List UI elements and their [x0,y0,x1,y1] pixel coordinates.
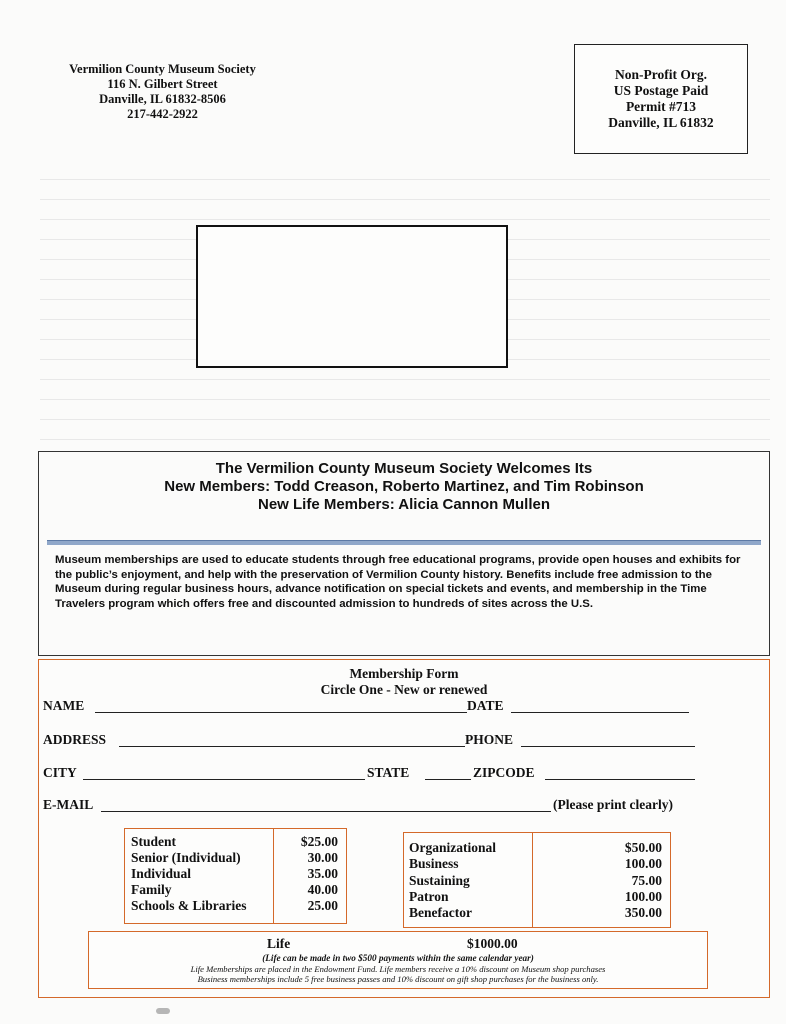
rate-organizational-price: $50.00 [624,840,662,855]
postage-line-4: Danville, IL 61832 [608,115,714,130]
postage-indicia [574,44,748,154]
rates-right-box [403,832,671,928]
rates-right-divider [532,833,533,927]
city-label: CITY [43,765,77,780]
rate-family-price: 40.00 [307,882,338,897]
rate-student-price: $25.00 [300,834,338,849]
print-clearly-note: (Please print clearly) [553,797,673,812]
return-address-city: Danville, IL 61832-8506 [99,92,226,106]
rate-family-label[interactable]: Family [131,882,172,897]
membership-description: Museum memberships are used to educate students through free educational programs, provide open houses and exhibits for the public’s enjoyment, and help with the preservation of Vermilion County history. Benefits include free admission to the Museum during regular business hours, advance notification on special tickets and events, and membership in the Time Travelers program which offers free and discounted admission to hundreds of sites across the U.S. [55,554,741,610]
life-label[interactable]: Life [267,936,291,951]
life-endowment-note: Life Memberships are placed in the Endowment Fund. Life members receive a 10% discount on Museum shop purchases [190,964,606,974]
rate-business-label[interactable]: Business [409,856,459,871]
welcome-divider [47,540,761,545]
address-field[interactable] [119,746,465,747]
life-price: $1000.00 [467,936,518,951]
return-address-phone: 217-442-2922 [127,107,198,121]
city-field[interactable] [83,779,365,780]
rates-left-divider [273,829,274,923]
address-phone-row [39,732,769,750]
rate-individual-price: 35.00 [307,866,338,881]
email-field[interactable] [101,811,551,812]
postage-line-1: Non-Profit Org. [615,67,707,82]
rate-schools-label[interactable]: Schools & Libraries [131,898,247,913]
rate-benefactor-label[interactable]: Benefactor [409,905,472,920]
phone-field[interactable] [521,746,695,747]
return-address [55,62,270,122]
email-label: E-MAIL [43,797,94,812]
welcome-section [38,451,770,656]
life-membership-box [88,931,708,989]
state-label: STATE [367,765,410,780]
welcome-heading: The Vermilion County Museum Society Welcomes Its [215,460,593,477]
business-membership-note: Business memberships include 5 free business passes and 10% discount on gift shop purchases for the business only. [197,974,599,984]
rates-left-box [124,828,347,924]
life-payment-note: (Life can be made in two $500 payments within the same calendar year) [262,953,534,963]
rate-schools-price: 25.00 [307,898,338,913]
rate-benefactor-price: 350.00 [624,905,662,920]
email-row [39,797,769,815]
name-date-row [39,698,769,716]
rate-business-price: 100.00 [624,856,662,871]
state-field[interactable] [425,779,471,780]
rate-patron-price: 100.00 [624,889,662,904]
rate-patron-label[interactable]: Patron [409,889,449,904]
rate-student-label[interactable]: Student [131,834,177,849]
form-subtitle[interactable]: Circle One - New or renewed [320,682,488,697]
postage-line-3: Permit #713 [625,99,697,114]
date-label: DATE [467,698,504,713]
rate-sustaining-label[interactable]: Sustaining [409,873,470,888]
postage-line-2: US Postage Paid [613,83,709,98]
return-address-org: Vermilion County Museum Society [69,62,256,76]
zipcode-label: ZIPCODE [473,765,535,780]
welcome-new-members: New Members: Todd Creason, Roberto Martinez, and Tim Robinson [164,478,644,495]
mailing-label-box [196,225,508,368]
welcome-life-members: New Life Members: Alicia Cannon Mullen [258,496,550,513]
phone-label: PHONE [465,732,514,747]
address-label: ADDRESS [43,732,107,747]
rate-senior-price: 30.00 [307,850,338,865]
form-title: Membership Form [349,666,459,681]
rate-sustaining-price: 75.00 [631,873,662,888]
rate-individual-label[interactable]: Individual [131,866,192,881]
name-label: NAME [43,698,85,713]
return-address-street: 116 N. Gilbert Street [107,77,218,91]
date-field[interactable] [511,712,689,713]
scan-smudge [156,1008,170,1014]
name-field[interactable] [95,712,467,713]
rate-organizational-label[interactable]: Organizational [409,840,496,855]
city-state-zip-row [39,765,769,783]
zipcode-field[interactable] [545,779,695,780]
rate-senior-label[interactable]: Senior (Individual) [131,850,241,865]
